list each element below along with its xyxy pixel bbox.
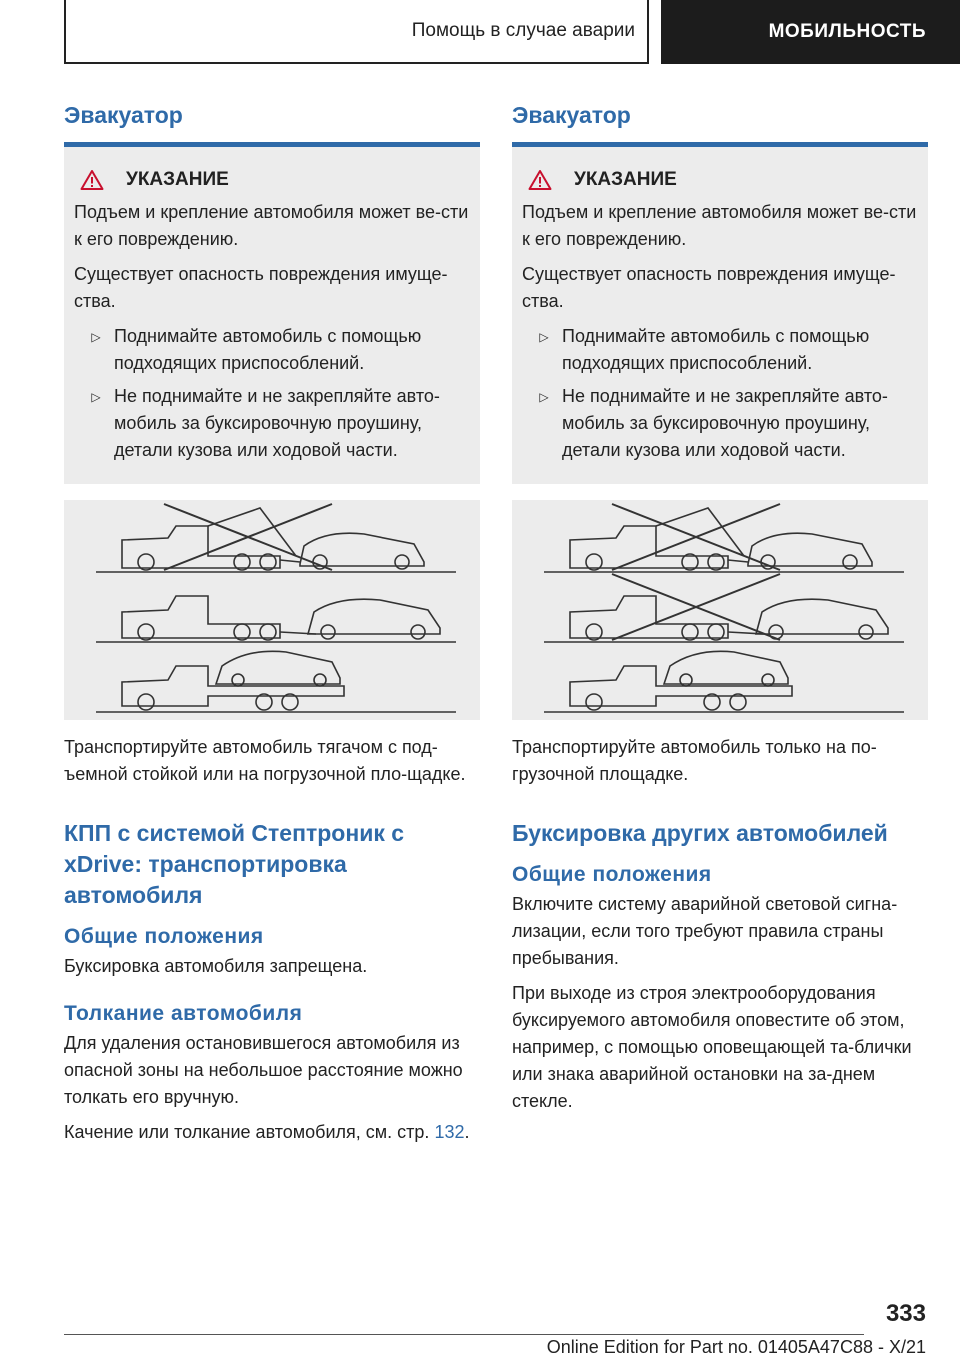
list-item [74, 383, 470, 464]
warning-triangle-icon [528, 169, 552, 191]
warning-box [512, 147, 928, 484]
warning-triangle-icon [80, 169, 104, 191]
list-item-text: Поднимайте автомобиль с помощью подходящих приспособлений. [114, 326, 422, 373]
right-column [512, 96, 928, 1123]
list-item-text: Поднимайте автомобиль с помощью подходящих приспособлений. [562, 326, 870, 373]
edition-note: Online Edition for Part no. 01405A47C88 - X/21 [546, 1337, 926, 1357]
warning-heading [528, 169, 918, 191]
paragraph-reference [64, 1119, 480, 1146]
tow-methods-drawing-flatbed-only [512, 500, 928, 720]
section-title: Эвакуатор [512, 102, 631, 128]
subheading: Общие положения [512, 863, 712, 886]
bullet-triangle-icon: ▷ [539, 390, 549, 404]
section-title: Эвакуатор [64, 102, 183, 128]
warning-text: Подъем и крепление автомобиля может ве-сти к его повреждению. [74, 202, 469, 249]
subheading: Толкание автомобиля [64, 1002, 303, 1025]
tow-methods-drawing [64, 500, 480, 720]
warning-text: Подъем и крепление автомобиля может ве-сти к его повреждению. [522, 202, 917, 249]
warning-text: Существует опасность повреждения имуще-ства. [74, 264, 448, 311]
bullet-triangle-icon: ▷ [91, 390, 101, 404]
list-item [74, 323, 470, 377]
page-number: 333 [885, 1300, 926, 1327]
towing-illustration [512, 500, 928, 720]
list-item-text: Не поднимайте и не закрепляйте авто-мобиль за буксировочную проушину, детали кузова или ходовой части. [562, 386, 888, 460]
figure-caption: Транспортируйте автомобиль только на по-грузочной площадке. [512, 737, 877, 784]
list-item [522, 383, 918, 464]
left-column [64, 96, 480, 1154]
warning-heading [80, 169, 470, 191]
paragraph: Буксировка автомобиля запрещена. [64, 956, 368, 976]
figure-caption: Транспортируйте автомобиль тягачом с под-ъемной стойкой или на погрузочной пло-щадке. [64, 737, 466, 784]
paragraph: Включите систему аварийной световой сигна-лизации, если того требуют правила страны пребывания. [512, 894, 898, 968]
reference-text: Качение или толкание автомобиля, см. стр. [64, 1122, 430, 1142]
reference-end: . [464, 1122, 470, 1142]
page-reference-link[interactable]: 132 [434, 1122, 465, 1142]
subheading: Общие положения [64, 925, 264, 948]
paragraph: При выходе из строя электрооборудования буксируемого автомобиля оповестите об этом, например, с помощью оповещающей та-блички или знака аварийной остановки на за-днем стекле. [512, 983, 912, 1111]
bullet-triangle-icon: ▷ [539, 330, 549, 344]
warning-text: Существует опасность повреждения имуще-ства. [522, 264, 896, 311]
running-header-chapter: МОБИЛЬНОСТЬ [661, 0, 960, 64]
warning-label: УКАЗАНИЕ [574, 169, 677, 190]
warning-label: УКАЗАНИЕ [126, 169, 229, 190]
chapter-heading: КПП с системой Стептроник с xDrive: транспортировка автомобиля [64, 820, 405, 908]
running-header-section: Помощь в случае аварии [64, 0, 649, 64]
chapter-heading: Буксировка других автомобилей [512, 820, 888, 846]
bullet-triangle-icon: ▷ [91, 330, 101, 344]
paragraph: Для удаления остановившегося автомобиля из опасной зоны на небольшое расстояние можно толкать его вручную. [64, 1033, 463, 1107]
footer-rule [64, 1334, 864, 1335]
warning-box [64, 147, 480, 484]
list-item [522, 323, 918, 377]
list-item-text: Не поднимайте и не закрепляйте авто-мобиль за буксировочную проушину, детали кузова или ходовой части. [114, 386, 440, 460]
towing-illustration [64, 500, 480, 720]
